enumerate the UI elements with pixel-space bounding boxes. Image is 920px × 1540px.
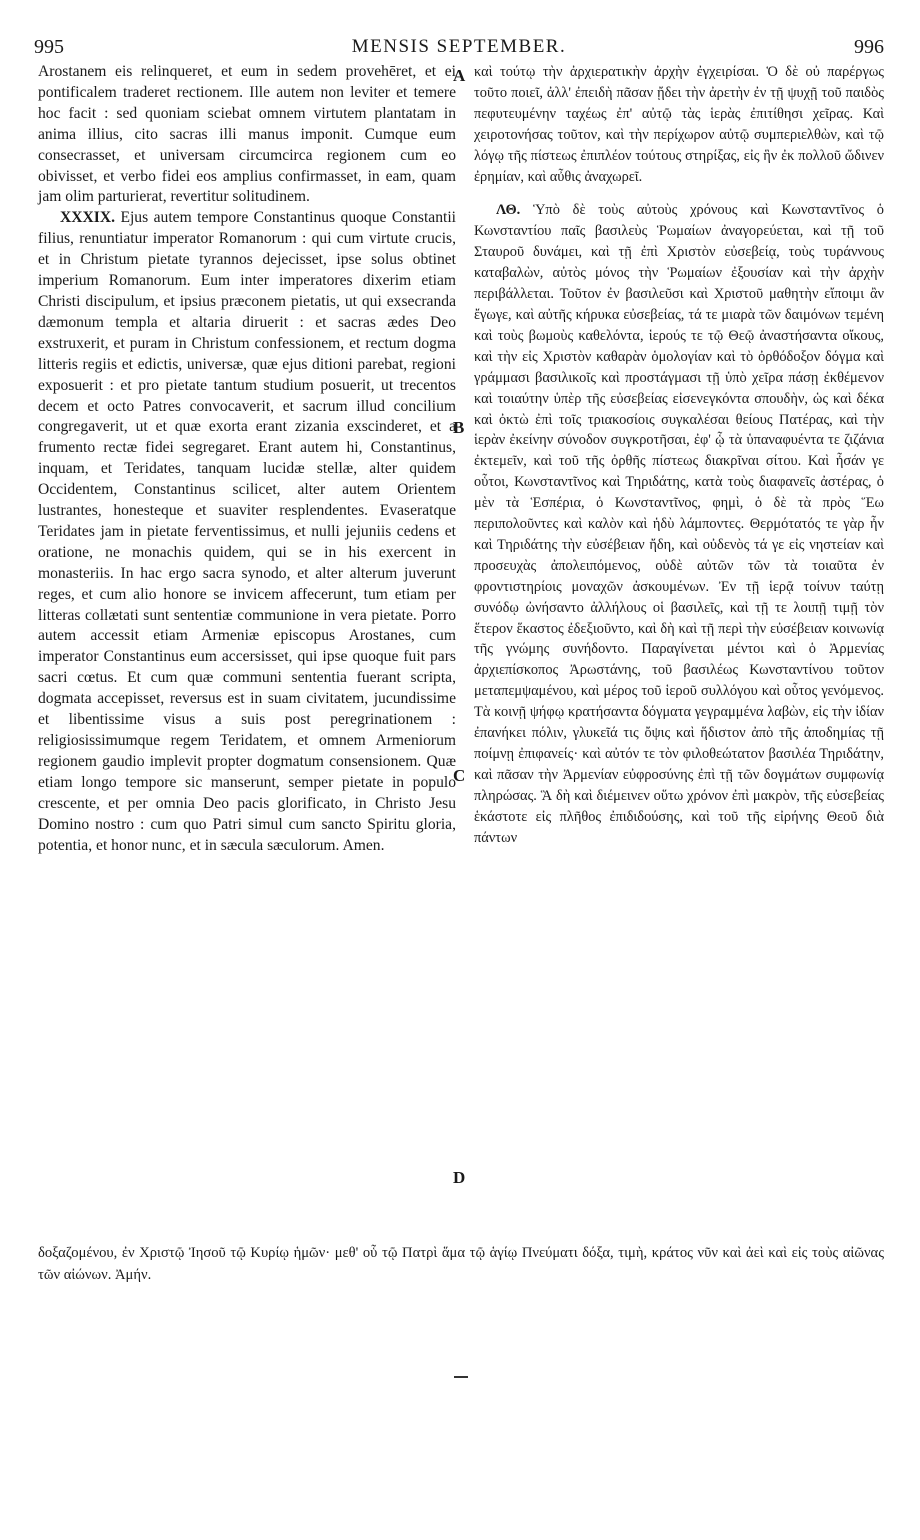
latin-paragraph-2-text: Ejus autem tempore Constantinus quoque Constantii filius, renuntiatur imperator Romanorum : qui cum virtute crucis, et in Christum pietate tyrannos dejecisset, ipse solus obtinet imperium Romanorum. Eum inter imperatores dixerim etiam Christi discipulum, et ipsius præconem pietatis, ut qui exsecranda dæmonum templa et altaria diruerit : et sacras ædes Deo exstruxerit, et puram in Christum confessionem, et rectum dogma litteris regiis et edictis, universæ, quæ ejus ditioni parebat, regioni exposuerit : et pro pietate tantum studium posuerit, ut trecentos decem et octo Patres convocaverit, et sacrum illud concilium congregaverit, ut et quæ exorta erant zizania exscinderet, et a frumento rectæ fidei segregaret. Erant autem hi, Constantinus, inquam, et Teridates, tanquam lucidæ stellæ, alter quidem Occidentem, Constantinus scilicet, alter autem Orientem lustrantes, honesteque et suaviter resplendentes. Evaseratque Teridates jam in pietate ferventissimus, et nulli jejuniis cedens et oratione, ne monachis quidem, qui se in his exercent in monasteriis. In hac ergo sacra synodo, et alter alterum juverunt reges, et cum alio honore se invicem affecerunt, tum etiam per litteras collætati sunt sententiæ communione in vera pietate. Porro autem accessit etiam Armeniæ episcopus Arostanes, cum imperator Constantinus eum accersisset, qui ipse quoque fuit pars sacri cœtus. Et cum quæ communi sententia fuerant scripta, dogmata accepisset, reversus est in suam civitatem, jucundissime et libentissime visus a suis post peregrinationem : religiosissimumque regem Teridatem, et omnem Armeniorum regionem gaudio implevit propter dogmatum consensionem. Quæ etiam longo tempore sic manserunt, semper pietate in populo crescente, et per omnia Deo pacis glorificato, in Christo Jesu Domino nostro : cum quo Patri simul cum sancto Spiritu gloria, potentia, et honor nunc, et in sæcula sæculorum. Amen. (38, 209, 456, 854)
greek-section-number: ΛΘ. (496, 202, 521, 219)
page-number-left: 995 (34, 36, 64, 58)
page-number-right: 996 (854, 36, 884, 58)
greek-column (474, 62, 884, 849)
closing-rule (454, 1376, 468, 1378)
latin-section-number: XXXIX. (60, 209, 116, 227)
running-head: MENSIS SEPTEMBER. (351, 36, 567, 57)
greek-paragraph-1: καὶ τούτῳ τὴν ἀρχιερατικὴν ἀρχὴν ἐγχειρίσαι. Ὁ δὲ οὐ παρέργως τοῦτο ποιεῖ, ἀλλ' ἐπειδὴ πᾶσαν ᾔδει τὴν ἀρετὴν ἐν τῇ ψυχῇ τοῦ παιδὸς πεφυτευμένην ταχέως ἐπ' αὐτῷ τὰς ἱερὰς ἐπιτίθησι χεῖρας. Καὶ χειροτονήσας τοῦτον, καὶ τὴν περίχωρον αὐτῷ συμπεριελθὼν, καὶ τῷ λόγῳ τῆς πίστεως ἐπιπλέον τούτους στηρίξας, εἰς ἣν ἐκ πολλοῦ ὤδινεν ἐρημίαν, καὶ αὖθις ἀναχωρεῖ. (474, 64, 884, 185)
margin-letter-b: B (453, 418, 465, 437)
latin-column (38, 62, 456, 856)
margin-letter-d: D (453, 1168, 466, 1187)
page-header (34, 36, 884, 60)
latin-paragraph-2 (38, 208, 456, 856)
margin-letter-c: C (453, 766, 466, 785)
latin-paragraph-1: Arostanem eis relinqueret, et eum in sedem provehēret, et ei pontificalem traderet rectionem. Ille autem non leviter et temere hoc facit : sed quoniam sciebat omnem virtutem plantatam in anima illius, cito sacras illi manus imponit. Cumque eum consecrasset, et universam circumcirca regionem cum eo obivisset, et verbo fidei eos amplius confirmasset, in eam, quam jam olim parturierat, revertitur solitudinem. (38, 63, 456, 206)
margin-letter-a: A (453, 66, 466, 85)
greek-conclusion: δοξαζομένου, ἐν Χριστῷ Ἰησοῦ τῷ Κυρίῳ ἡμῶν· μεθ' οὗ τῷ Πατρὶ ἅμα τῷ ἁγίῳ Πνεύματι δόξα, τιμὴ, κράτος νῦν καὶ ἀεὶ καὶ εἰς τοὺς αἰῶνας τῶν αἰώνων. Ἀμήν. (38, 1245, 884, 1283)
greek-paragraph-2-text: Ὑπὸ δὲ τοὺς αὐτοὺς χρόνους καὶ Κωνσταντῖνος ὁ Κωνσταντίου παῖς βασιλεὺς Ῥωμαίων ἀναγορεύεται, καὶ τῇ τοῦ Σταυροῦ δυνάμει, καὶ τῇ ἐπὶ Χριστὸν εὐσεβείᾳ, τοὺς τυράννους καταβαλὼν, αὐτὸς μόνος τὴν Ῥωμαίων ἐξουσίαν καὶ τὴν ἀρχὴν περιβάλλεται. Τοῦτον ἐν βασιλεῦσι καὶ Χριστοῦ μαθητὴν εἴποιμι ἂν ἔγωγε, καὶ αὐτῆς κήρυκα εὐσεβείας, τά τε μιαρὰ τῶν δαιμόνων τεμένη καὶ τοὺς βωμοὺς καθελόντα, ἱερούς τε τῷ Θεῷ ἀναστήσαντα οἴκους, καὶ τὴν εἰς Χριστὸν καθαρὰν ὁμολογίαν καὶ τὸ ὀρθόδοξον δόγμα καὶ γράμμασι βασιλικοῖς καὶ προστάγμασι τῇ ὑπὸ χεῖρα πάσῃ ἐκθέμενον καὶ τοιαύτην ὑπὲρ τῆς εὐσεβείας εἰσενεγκόντα σπουδὴν, ὡς καὶ δέκα καὶ ὀκτὼ ἐπὶ τοῖς τριακοσίοις συγκαλέσαι θείους Πατέρας, καὶ τὴν ἱερὰν ἐκείνην σύνοδον συγκροτῆσαι, ἐφ' ᾧ τὰ ὑπαναφυέντα τε ζιζάνια ἐκτεμεῖν, καὶ τοῦ τῆς ὀρθῆς πίστεως διακρῖναι σίτου. Καὶ ἦσάν γε οὗτοι, Κωνσταντῖνος καὶ Τηριδάτης, κατὰ τοὺς διαφανεῖς ἀστέρας, ὁ μὲν τὰ Ἑσπέρια, ὁ Κωνσταντῖνος, φημὶ, ὁ δὲ τὰ πρὸς Ἕω περιπολοῦντες καὶ καλὸν καὶ ἡδὺ λάμποντες. Θερμότατός τε γὰρ ἦν καὶ Τηριδάτης τὴν εὐσέβειαν ἤδη, καὶ οὐδενὸς τά γε εἰς νηστείαν καὶ προσευχὰς ἀπολειπόμενος, οὐδὲ αὐτῶν τῶν τὰ τοιαῦτα ἐν φροντιστηρίοις μοναχῶν ἀσκουμένων. Ἐν τῇ ἱερᾷ τοίνυν ταύτῃ συνόδῳ ὠνήσαντο ἀλλήλους οἱ βασιλεῖς, καὶ τῇ τε λοιπῇ τιμῇ τὸν ἕτερον ἕκαστος ἐδεξιοῦντο, καὶ δὴ καὶ τῇ περὶ τὴν εὐσέβειαν κοινωνίᾳ τῆς γνώμης συνήδοντο. Παραγίνεται μέντοι καὶ ὁ Ἀρμενίας ἀρχιεπίσκοπος Ἀρωστάνης, τοῦ βασιλέως Κωνσταντίνου τοῦτον μεταπεμψαμένου, καὶ μέρος τοῦ ἱεροῦ συλλόγου καὶ οὗτος γενόμενος. Τὰ κοινῇ ψήφῳ κρατήσαντα δόγματα γεγραμμένα λαβὼν, εἰς τὴν ἰδίαν ἐπανήκει πόλιν, γλυκεῖά τις ὄψις καὶ ἥδιστον ἀπὸ τῆς ἀποδημίας τῇ ποίμνῃ ἐπιφανείς· καὶ αὐτόν τε τὸν φιλοθεώτατον βασιλέα Τηριδάτην, καὶ πᾶσαν τὴν Ἀρμενίαν εὐφροσύνης ἐπὶ τῇ τῶν δογμάτων συμφωνίᾳ πληρώσας. Ἃ δὴ καὶ διέμεινεν οὕτω χρόνον ἐπὶ μακρὸν, τῆς εὐσεβείας ἑκάστοτε εἰς πλῆθος ἐπιδιδούσης, καὶ τοῦ τῆς εἰρήνης Θεοῦ διὰ πάντων (474, 202, 884, 846)
greek-paragraph-2 (474, 200, 884, 848)
